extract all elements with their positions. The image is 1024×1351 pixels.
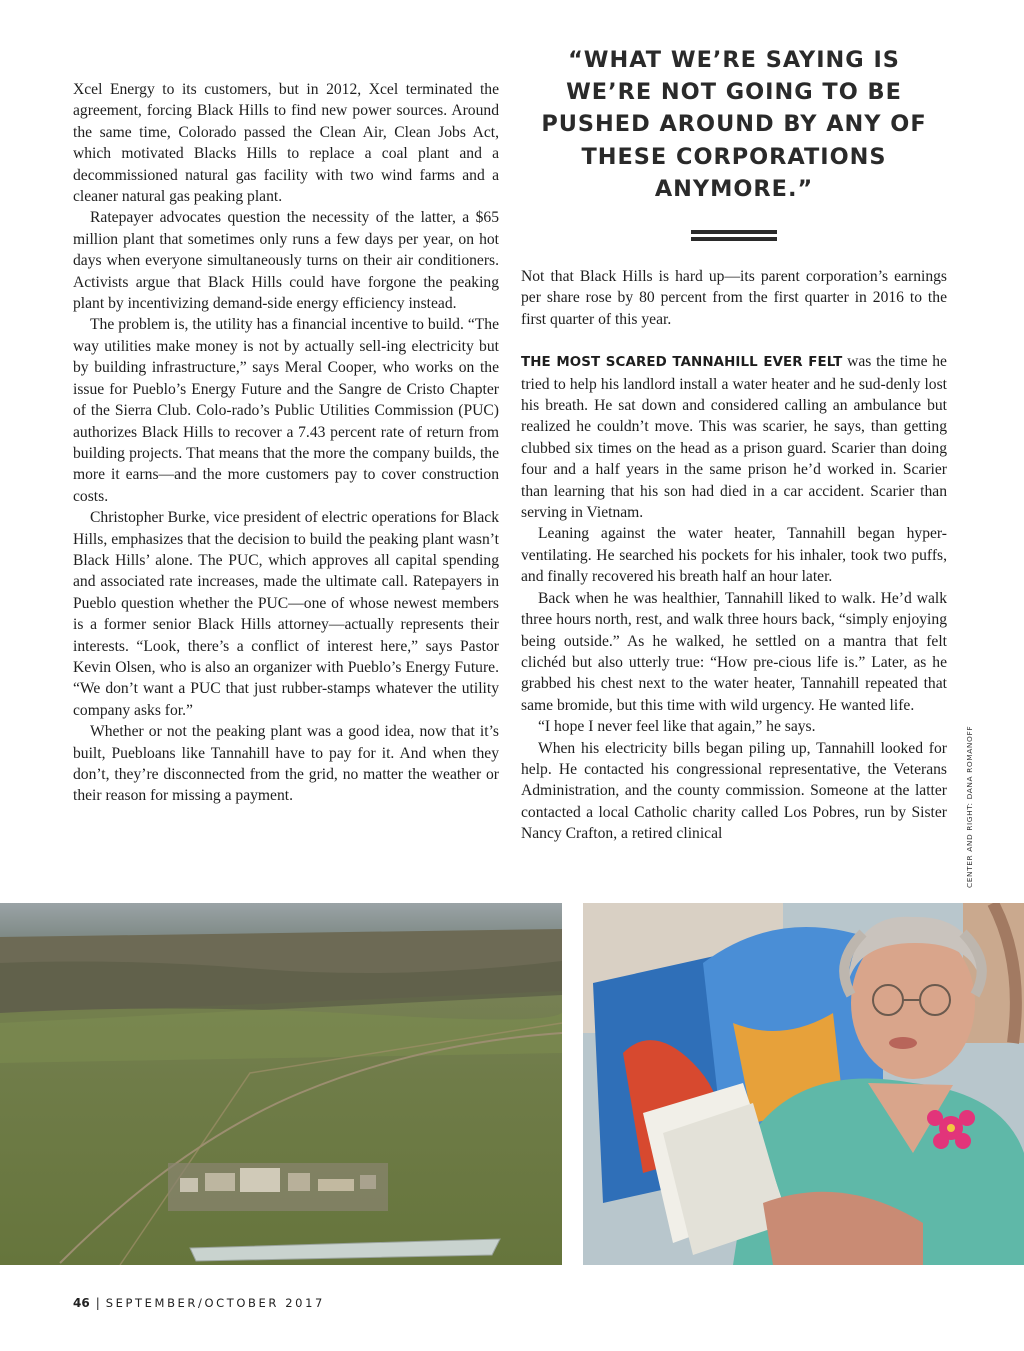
- article-paragraph: Not that Black Hills is hard up—its parent corporation’s earnings per share rose by 80 percent from the first quarter in 2016 to the first quarter of this year.: [521, 268, 947, 328]
- issue-date: SEPTEMBER/OCTOBER 2017: [105, 1296, 325, 1310]
- article-paragraph: Christopher Burke, vice president of electric operations for Black Hills, emphasizes that the decision to build the peaking plant wasn’t Black Hills’ alone. The PUC, which approves all capital spending and associated rate increases, made the ultimate call. Ratepayers in Pueblo question whether the PUC—one of whose newest members is a former senior Black Hills attorney—actually represents their interests. “Look, there’s a conflict of interest here,” says Pastor Kevin Olsen, who is also an organizer with Pueblo’s Energy Future. “We don’t want a PUC that just rubber-stamps whatever the utility company asks for.”: [73, 509, 499, 719]
- page-footer: [73, 1296, 325, 1310]
- photo-credit: [964, 718, 976, 888]
- article-paragraph: Whether or not the peaking plant was a good idea, now that it’s built, Puebloans like Tannahill have to pay for it. And when they don’t, they’re disconnected from the grid, no matter the weather or their reason for missing a payment.: [73, 723, 499, 805]
- article-left-column: [73, 79, 499, 807]
- article-paragraph: “I hope I never feel like that again,” he says.: [538, 718, 816, 736]
- pull-quote: “WHAT WE’RE SAYING IS WE’RE NOT GOING TO BE PUSHED AROUND BY ANY OF THESE CORPORATIONS ANYMORE.”: [541, 47, 927, 202]
- article-paragraph: Xcel Energy to its customers, but in 2012, Xcel terminated the agreement, forcing Black Hills to find new power sources. Around the same time, Colorado passed the Clean Air, Clean Jobs Act, which motivated Blacks Hills to replace a coal plant and a decommissioned natural gas facility with two wind farms and a cleaner natural gas peaking plant.: [73, 81, 499, 206]
- aerial-power-plant-photo: [0, 903, 562, 1265]
- section-leadin: THE MOST SCARED TANNAHILL EVER FELT: [521, 355, 843, 371]
- article-paragraph: When his electricity bills began piling up, Tannahill looked for help. He contacted his congressional representative, the Veterans Administration, and the county commission. Someone at the latter contacted a local Catholic charity called Los Pobres, run by Sister Nancy Crafton, a retired clinical: [521, 739, 947, 843]
- section-opening-paragraph: [521, 351, 947, 523]
- sister-nancy-photo: [583, 903, 1024, 1265]
- pull-quote-divider: [691, 230, 777, 244]
- article-paragraph: Ratepayer advocates question the necessity of the latter, a $65 million plant that sometimes only runs a few days per year, on hot days when everyone simultaneously turns on their air conditioners. Activists argue that Black Hills could have forgone the peaking plant by incentivizing demand-side energy efficiency instead.: [73, 209, 499, 313]
- article-paragraph: Leaning against the water heater, Tannahill began hyper-ventilating. He searched his pockets for his inhaler, took two puffs, and finally recovered his breath half an hour later.: [521, 525, 947, 586]
- portrait-image: [583, 903, 1024, 1265]
- photo-credit-text: CENTER AND RIGHT: DANA ROMANOFF: [965, 725, 974, 888]
- article-paragraph: Back when he was healthier, Tannahill liked to walk. He’d walk three hours north, rest, and walk three hours back, “simply enjoying being outside.” As he walked, he settled on a mantra that felt clichéd but also utterly true: “How pre-cious life is.” Later, as he grabbed his chest next to the water heater, Tannahill repeated that same bromide, but this time with wild urgency. He wanted life.: [521, 589, 947, 714]
- section-opening-text: was the time he tried to help his landlord install a water heater and he sud-denly lost his breath. He sat down and considered calling an ambulance but realized he couldn’t move. This was scarier, he says, than getting clubbed six times on the head as a prison guard. Scarier than doing four and a half years in the same prison he’d worked in. Scarier than learning that his son had died in a car accident. Scarier than serving in Vietnam.: [521, 353, 947, 522]
- aerial-landscape-image: [0, 903, 562, 1265]
- article-paragraph: The problem is, the utility has a financial incentive to build. “The way utilities make money is not by actually sell-ing electricity but by building infrastructure,” says Meral Cooper, who works on the issue for Pueblo’s Energy Future and the Sangre de Cristo Chapter of the Sierra Club. Colo-rado’s Public Utilities Commission (PUC) authorizes Black Hills to recover a 7.43 percent rate of return from building projects. That means that the more the company builds, the more it earns—and the more customers pay to cover construction costs.: [73, 316, 499, 505]
- article-right-column: [521, 266, 947, 845]
- page-number: 46: [73, 1296, 90, 1310]
- footer-separator: |: [95, 1296, 100, 1310]
